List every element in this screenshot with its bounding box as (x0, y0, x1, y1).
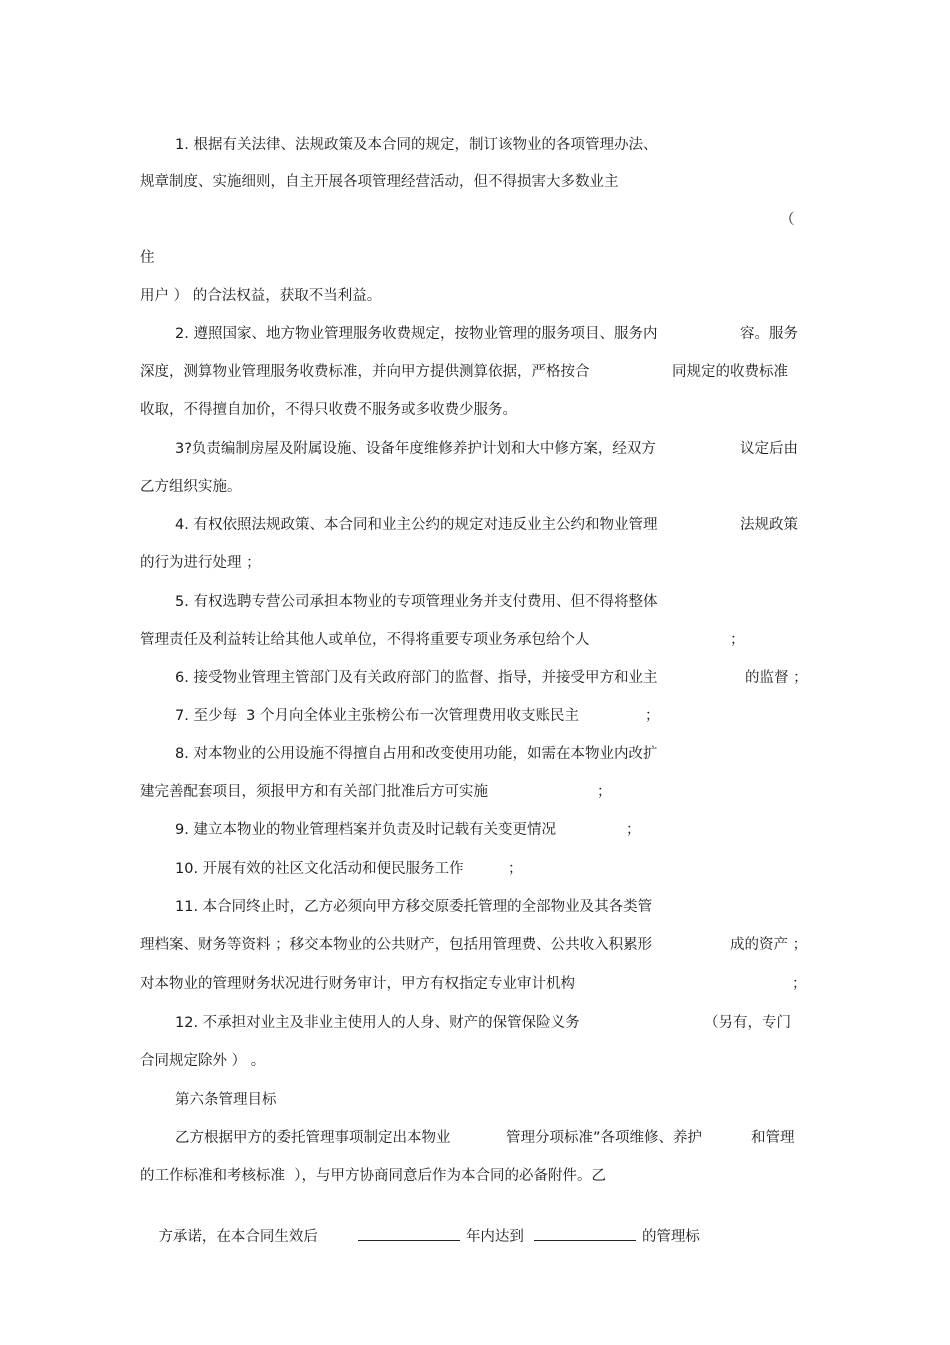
clause-6-line-1-end: 的监督 ； (745, 670, 808, 686)
clause-7-line-1: 7. 至少每 3 个月向全体业主张榜公布一次管理费用收支账民主 (175, 708, 579, 724)
clause-9-line-1: 9. 建立本物业的物业管理档案并负责及时记载有关变更情况 (175, 822, 556, 838)
clause-5-line-2: 管理责任及利益转让给其他人或单位，不得将重要专项业务承包给个人 (140, 632, 590, 648)
clause-8-line-2: 建完善配套项目，须报甲方和有关部门批准后方可实施 (140, 784, 488, 800)
clause-10-line-1-end: ； (508, 861, 523, 877)
clause-1-line-4: 用户 ） 的合法权益，获取不当利益。 (140, 288, 382, 304)
clause-5-line-2-end: ； (730, 632, 745, 648)
clause-11-line-2-end: 成的资产 ； (730, 937, 808, 953)
clause-9-line-1-end: ； (626, 822, 641, 838)
years-blank[interactable] (358, 1226, 460, 1241)
standard-blank[interactable] (534, 1226, 636, 1241)
clause-11-line-3: 对本物业的管理财务状况进行财务审计，甲方有权指定专业审计机构 (140, 976, 575, 992)
article-6-line-2: 的工作标准和考核标准 ），与甲方协商同意后作为本合同的必备附件。乙 (140, 1168, 606, 1184)
article-6-line-3-end: 的管理标 (641, 1229, 700, 1245)
clause-2-line-2: 深度，测算物业管理服务收费标准，并向甲方提供测算依据，严格按合 (140, 364, 590, 380)
clause-2-line-1: 2. 遵照国家、地方物业管理服务收费规定，按物业管理的服务项目、服务内 (175, 326, 658, 342)
article-6-heading: 第六条管理目标 (175, 1092, 277, 1108)
clause-12-line-2: 合同规定除外 ） 。 (140, 1053, 266, 1069)
article-6-line-3-start: 方承诺，在本合同生效后 (158, 1229, 318, 1245)
article-6-line-1-end: 和管理 (751, 1130, 795, 1146)
clause-10-line-1: 10. 开展有效的社区文化活动和便民服务工作 (175, 861, 464, 877)
article-6-line-3-mid: 年内达到 (465, 1229, 524, 1245)
clause-5-line-1: 5. 有权选聘专营公司承担本物业的专项管理业务并支付费用、但不得将整体 (175, 594, 658, 610)
article-6-line-3 (140, 1206, 700, 1267)
clause-8-line-2-end: ； (597, 784, 612, 800)
clause-1-paren: （ (780, 212, 795, 228)
clause-8-line-1: 8. 对本物业的公用设施不得擅自占用和改变使用功能，如需在本物业内改扩 (175, 746, 658, 762)
clause-11-line-3-end: ； (792, 976, 807, 992)
clause-2-line-1-end: 容。服务 (740, 326, 798, 342)
article-6-line-1: 乙方根据甲方的委托管理事项制定出本物业 (175, 1130, 451, 1146)
clause-1-line-1: 1. 根据有关法律、法规政策及本合同的规定，制订该物业的各项管理办法、 (175, 137, 658, 153)
clause-12-line-1-end: （另有，专门 (704, 1015, 791, 1031)
clause-7-line-1-end: ； (645, 708, 660, 724)
clause-2-line-2-end: 同规定的收费标准 (672, 364, 788, 380)
clause-6-line-1: 6. 接受物业管理主管部门及有关政府部门的监督、指导，并接受甲方和业主 (175, 670, 658, 686)
clause-11-line-1: 11. 本合同终止时，乙方必须向甲方移交原委托管理的全部物业及其各类管 (175, 899, 653, 915)
clause-4-line-1: 4. 有权依照法规政策、本合同和业主公约的规定对违反业主公约和物业管理 (175, 517, 658, 533)
clause-4-line-2: 的行为进行处理 ； (140, 555, 261, 571)
clause-1-line-3: 住 (140, 250, 155, 266)
clause-12-line-1: 12. 不承担对业主及非业主使用人的人身、财产的保管保险义务 (175, 1015, 580, 1031)
clause-3-line-1: 3?负责编制房屋及附属设施、设备年度维修养护计划和大中修方案，经双方 (175, 441, 656, 457)
clause-4-line-1-end: 法规政策 (740, 517, 798, 533)
clause-11-line-2: 理档案、财务等资料 ；移交本物业的公共财产，包括用管理费、公共收入积累形 (140, 937, 653, 953)
clause-1-line-2: 规章制度、实施细则，自主开展各项管理经营活动，但不得损害大多数业主 (140, 174, 619, 190)
clause-2-line-3: 收取，不得擅自加价，不得只收费不服务或多收费少服务。 (140, 402, 517, 418)
clause-3-line-2: 乙方组织实施。 (140, 479, 242, 495)
clause-3-line-1-end: 议定后由 (740, 441, 798, 457)
article-6-line-1-mid: 管理分项标准”各项维修、养护 (506, 1130, 703, 1146)
